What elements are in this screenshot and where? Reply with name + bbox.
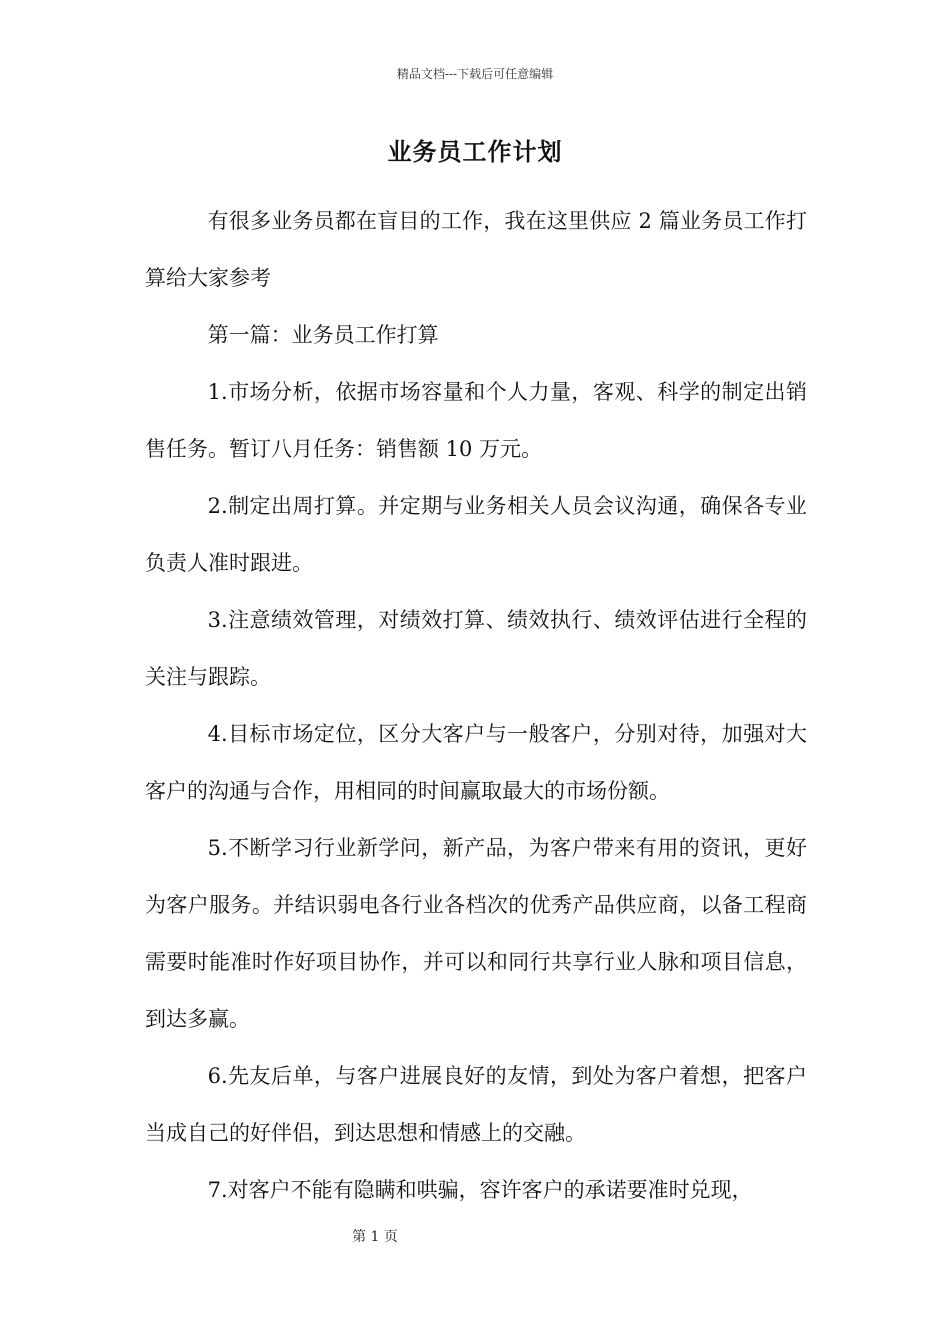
paragraph-item-7: 7.对客户不能有隐瞒和哄骗，容许客户的承诺要准时兑现，: [207, 1178, 753, 1202]
paragraph-intro: 有很多业务员都在盲目的工作，我在这里供应 2 篇业务员工作打算给大家参考: [145, 209, 807, 290]
paragraph-item-4: 4.目标市场定位，区分大客户与一般客户，分别对待，加强对大客户的沟通与合作，用相同的时间赢取最大的市场份额。: [145, 722, 807, 803]
paragraph-item-3: 3.注意绩效管理，对绩效打算、绩效执行、绩效评估进行全程的关注与跟踪。: [145, 608, 807, 689]
document-title: 业务员工作计划: [387, 137, 563, 166]
paragraph-item-6: 6.先友后单，与客户进展良好的友情，到处为客户着想，把客户当成自己的好伴侣，到达思想和情感上的交融。: [145, 1064, 807, 1145]
paragraph-section-heading: 第一篇：业务员工作打算: [207, 323, 439, 347]
page-header: 精品文档---下载后可任意编辑: [396, 67, 554, 81]
document-body: [145, 193, 807, 1219]
paragraph-item-5: 5.不断学习行业新学问，新产品，为客户带来有用的资讯，更好为客户服务。并结识弱电各行业各档次的优秀产品供应商，以备工程商需要时能准时作好项目协作，并可以和同行共享行业人脉和项目信息，到达多赢。: [145, 836, 807, 1031]
paragraph-item-2: 2.制定出周打算。并定期与业务相关人员会议沟通，确保各专业负责人准时跟进。: [145, 494, 807, 575]
page-number: 第 1 页: [352, 1229, 398, 1245]
paragraph-item-1: 1.市场分析，依据市场容量和个人力量，客观、科学的制定出销售任务。暂订八月任务：销售额 10 万元。: [145, 380, 807, 461]
